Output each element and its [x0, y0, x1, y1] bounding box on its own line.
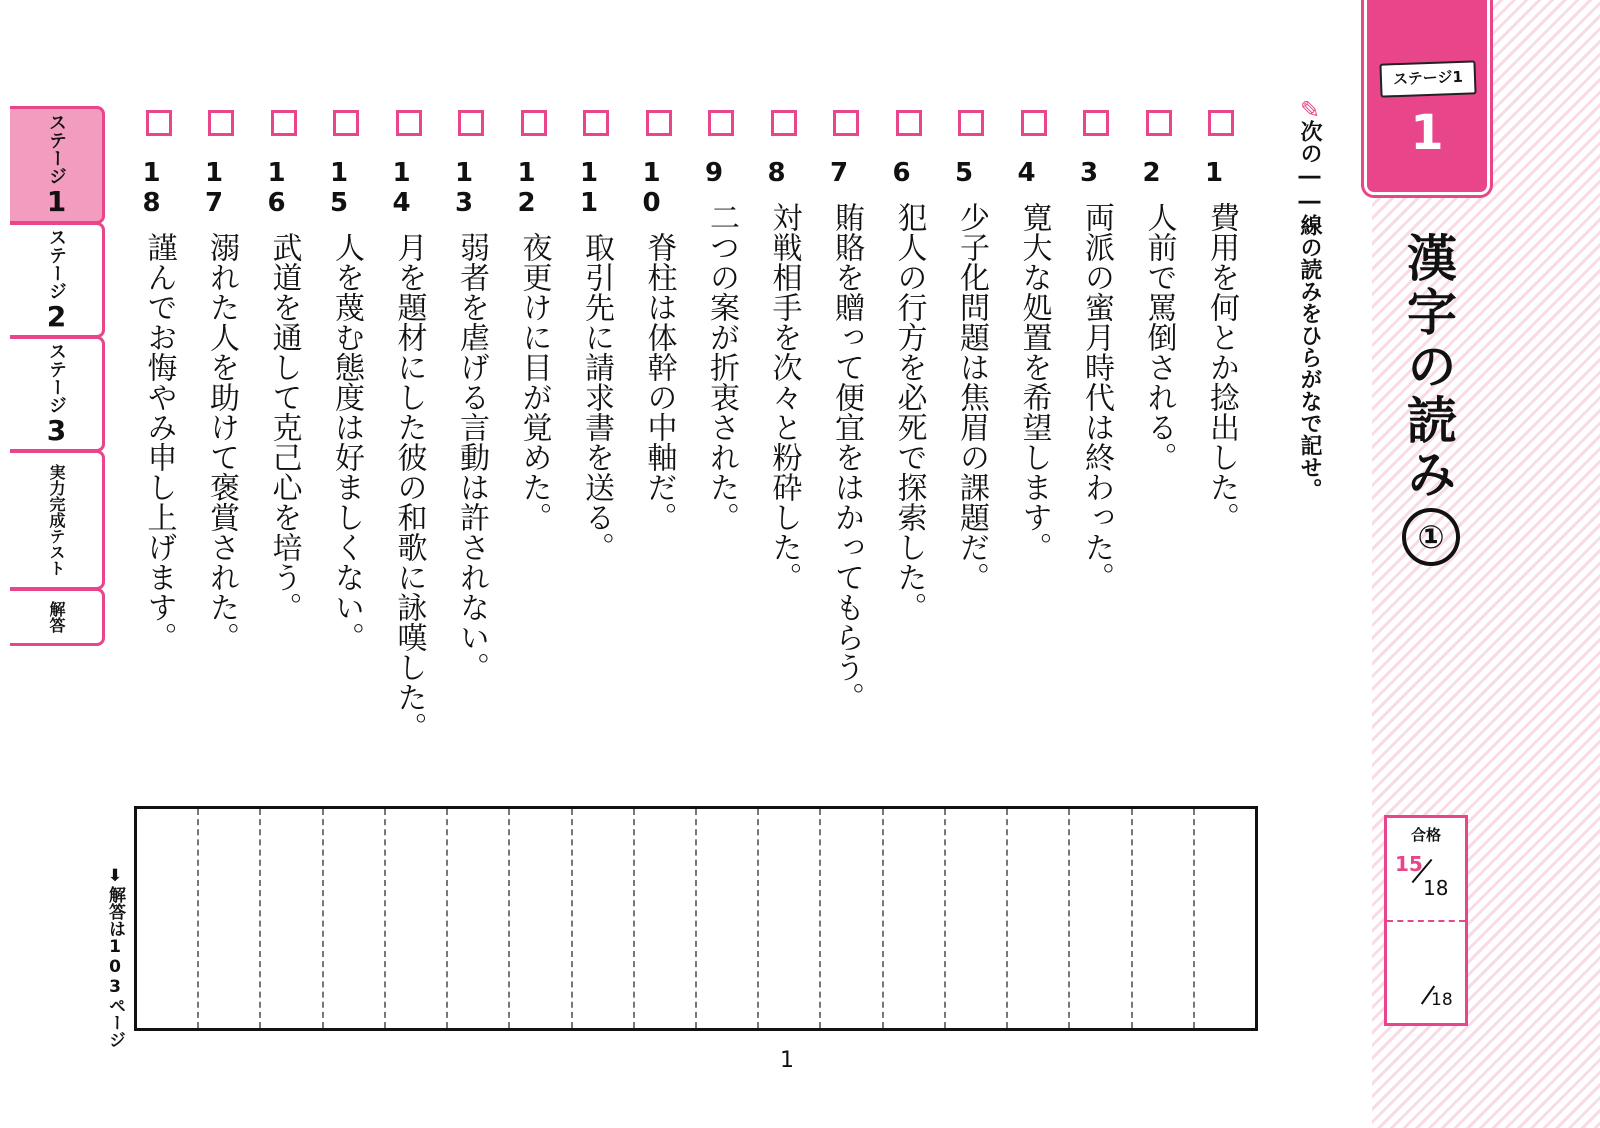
- answer-cell[interactable]: [197, 809, 259, 1028]
- question-item: [138, 110, 178, 652]
- question-item: [700, 110, 740, 532]
- page-number: 1: [780, 1048, 794, 1073]
- question-item: [1013, 110, 1053, 562]
- answer-cell[interactable]: [757, 809, 819, 1028]
- question-number: 5: [949, 158, 979, 188]
- question-number: 6: [886, 158, 917, 188]
- checkbox[interactable]: [208, 110, 234, 136]
- score-divider: [1387, 920, 1465, 922]
- question-text: 溺れた人を助けて褒賞された。: [204, 232, 239, 652]
- question-text: 費用を何とか捻出した。: [1204, 202, 1239, 532]
- checkbox[interactable]: [458, 110, 484, 136]
- question-number: 1: [1199, 158, 1229, 188]
- question-text: 月を題材にした彼の和歌に詠嘆した。: [391, 232, 427, 742]
- question-text: 武道を通して克己心を培う。: [266, 232, 302, 622]
- question-item: [513, 110, 553, 532]
- question-item: [263, 110, 303, 622]
- answer-cell[interactable]: [1006, 809, 1068, 1028]
- question-number: 8: [761, 158, 792, 188]
- question-number: 18: [136, 158, 167, 218]
- question-item: [763, 110, 803, 592]
- score-pass: 15: [1395, 852, 1423, 876]
- question-item: [325, 110, 365, 652]
- question-number: 14: [386, 158, 417, 218]
- answer-cell[interactable]: [571, 809, 633, 1028]
- answer-cell[interactable]: [819, 809, 881, 1028]
- score-total-blank: 18: [1431, 990, 1453, 1010]
- question-number: 7: [824, 158, 854, 188]
- question-item: [825, 110, 865, 712]
- question-number: 9: [699, 158, 729, 188]
- question-item: [1200, 110, 1240, 532]
- tab-label: ステージ3: [40, 341, 73, 447]
- question-text: 対戦相手を次々と粉砕した。: [766, 202, 802, 592]
- answer-cell[interactable]: [508, 809, 570, 1028]
- answer-grid: [134, 806, 1258, 1031]
- tab-stage-1[interactable]: [10, 106, 105, 224]
- question-text: 人前で罵倒される。: [1141, 202, 1177, 472]
- tab-practice-test[interactable]: [10, 450, 105, 590]
- checkbox[interactable]: [333, 110, 359, 136]
- checkbox[interactable]: [646, 110, 672, 136]
- question-item: [888, 110, 928, 622]
- question-number: 13: [449, 158, 479, 218]
- question-number: 12: [511, 158, 542, 218]
- checkbox[interactable]: [958, 110, 984, 136]
- checkbox[interactable]: [583, 110, 609, 136]
- question-number: 15: [324, 158, 354, 218]
- answer-cell[interactable]: [1068, 809, 1130, 1028]
- tab-stage-2[interactable]: [10, 222, 105, 338]
- checkbox[interactable]: [1083, 110, 1109, 136]
- checkbox[interactable]: [271, 110, 297, 136]
- question-text: 取引先に請求書を送る。: [579, 232, 614, 562]
- answer-cell[interactable]: [944, 809, 1006, 1028]
- question-text: 寛大な処置を希望します。: [1016, 202, 1052, 562]
- tab-answers[interactable]: [10, 588, 105, 646]
- answer-cell[interactable]: [137, 809, 197, 1028]
- checkbox[interactable]: [521, 110, 547, 136]
- checkbox[interactable]: [708, 110, 734, 136]
- page-title: 漢字の読み: [1399, 232, 1457, 502]
- question-text: 夜更けに目が覚めた。: [516, 232, 552, 532]
- title-number: ①: [1402, 508, 1460, 566]
- score-label: 合格: [1410, 826, 1441, 844]
- question-item: [638, 110, 678, 532]
- checkbox[interactable]: [833, 110, 859, 136]
- score-total: 18: [1423, 876, 1449, 900]
- stage-ribbon: ステージ1: [1379, 60, 1476, 97]
- answer-cell[interactable]: [695, 809, 757, 1028]
- checkbox[interactable]: [1021, 110, 1047, 136]
- question-number: 4: [1011, 158, 1042, 188]
- checkbox[interactable]: [1208, 110, 1234, 136]
- question-item: [388, 110, 428, 742]
- question-text: 二つの案が折衷された。: [704, 202, 739, 532]
- checkbox[interactable]: [396, 110, 422, 136]
- question-item: [450, 110, 490, 682]
- tab-label: ステージ1: [40, 112, 73, 218]
- tab-label: 解答: [47, 601, 66, 633]
- question-number: 16: [261, 158, 292, 218]
- answer-cell[interactable]: [1131, 809, 1193, 1028]
- question-item: [1138, 110, 1178, 472]
- question-number: 11: [574, 158, 604, 218]
- question-item: [1075, 110, 1115, 592]
- answer-cell[interactable]: [1193, 809, 1255, 1028]
- answer-cell[interactable]: [384, 809, 446, 1028]
- answer-cell[interactable]: [446, 809, 508, 1028]
- question-number: 3: [1074, 158, 1104, 188]
- question-text: 脊柱は体幹の中軸だ。: [641, 232, 677, 532]
- question-text: 謹んでお悔やみ申し上げます。: [141, 232, 177, 652]
- checkbox[interactable]: [1146, 110, 1172, 136]
- checkbox[interactable]: [896, 110, 922, 136]
- question-number: 10: [636, 158, 667, 218]
- question-text: 賄賂を贈って便宜をはかってもらう。: [829, 202, 864, 712]
- score-box: [1384, 815, 1468, 1026]
- question-text: 両派の蜜月時代は終わった。: [1079, 202, 1114, 592]
- question-item: [950, 110, 990, 592]
- stage-number: 1: [1410, 105, 1444, 161]
- answer-reference: ⬇解答は103ページ: [105, 866, 125, 1048]
- question-text: 少子化問題は焦眉の課題だ。: [954, 202, 989, 592]
- question-number: 2: [1136, 158, 1167, 188]
- question-item: [200, 110, 240, 652]
- answer-cell[interactable]: [633, 809, 695, 1028]
- question-text: 人を蔑む態度は好ましくない。: [329, 232, 364, 652]
- answer-cell[interactable]: [882, 809, 944, 1028]
- checkbox[interactable]: [771, 110, 797, 136]
- question-text: 犯人の行方を必死で探索した。: [891, 202, 927, 622]
- question-item: [575, 110, 615, 562]
- instruction: 次の――線の読みをひらがなで記せ。: [1297, 120, 1322, 500]
- answer-cell[interactable]: [322, 809, 384, 1028]
- pencil-icon: ✎: [1300, 96, 1321, 124]
- checkbox[interactable]: [146, 110, 172, 136]
- tab-label: ステージ2: [40, 227, 73, 333]
- tab-label: 実力完成テスト: [47, 464, 66, 576]
- answer-cell[interactable]: [259, 809, 321, 1028]
- tab-stage-3[interactable]: [10, 336, 105, 452]
- question-text: 弱者を虐げる言動は許されない。: [454, 232, 489, 682]
- question-number: 17: [199, 158, 229, 218]
